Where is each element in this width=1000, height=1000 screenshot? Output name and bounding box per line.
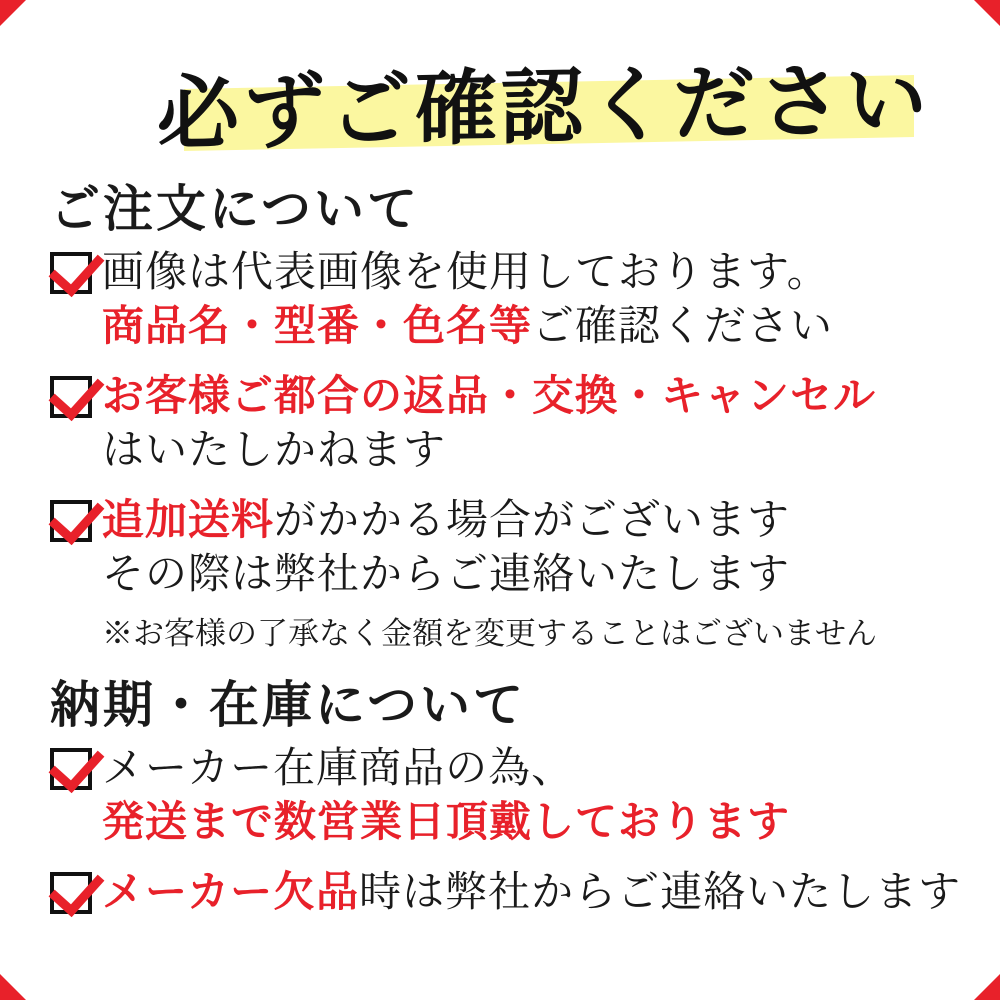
list-item-lines [102, 370, 956, 478]
text-segment: がかかる場合がございます [274, 498, 791, 544]
list-item-lines [102, 246, 956, 354]
list-item-line [102, 742, 956, 796]
checkbox-checked-icon [50, 376, 92, 418]
list-item-lines [102, 866, 961, 920]
checkbox-checked-icon [50, 252, 92, 294]
section-heading-orders: ご注文について [50, 181, 420, 237]
checkbox-checked-icon [50, 748, 92, 790]
checkbox-checked-icon [50, 872, 92, 914]
list-item-line [102, 866, 961, 920]
list-item-line [102, 548, 956, 602]
text-segment-emphasis: 追加送料 [102, 498, 275, 544]
list-item-line [102, 424, 956, 478]
text-segment: 画像は代表画像を使用しております。 [102, 250, 830, 296]
text-segment-emphasis: お客様ご都合の返品・交換・キャンセル [102, 374, 877, 420]
list-item [50, 742, 956, 850]
text-segment: 時は弊社からご連絡いたします [359, 870, 962, 916]
list-item-line [102, 370, 956, 424]
list-item-lines [102, 742, 956, 850]
banner-title: 必ずご確認ください [156, 54, 931, 161]
text-segment: ご確認ください [532, 304, 834, 350]
banner [44, 44, 956, 164]
text-segment: はいたしかねます [102, 428, 447, 474]
list-item-line [102, 494, 956, 548]
list-item-line [102, 246, 956, 300]
section-heading-delivery: 納期・在庫について [50, 677, 526, 733]
list-item-line [102, 300, 956, 354]
list-item [50, 866, 962, 920]
text-segment-emphasis: 発送まで数営業日頂戴しております [102, 800, 791, 846]
list-item [50, 494, 956, 602]
footnote-shipping: ※お客様の了承なく金額を変更することはございません [102, 616, 877, 651]
text-segment-emphasis: 商品名・型番・色名等 [102, 304, 533, 350]
list-item [50, 246, 956, 354]
text-segment-emphasis: メーカー欠品 [102, 870, 360, 916]
list-item [50, 370, 956, 478]
checkbox-checked-icon [50, 500, 92, 542]
list-item-lines [102, 494, 956, 602]
text-segment: その際は弊社からご連絡いたします [102, 552, 791, 598]
list-item-line [102, 796, 956, 850]
text-segment: メーカー在庫商品の為、 [102, 746, 575, 792]
